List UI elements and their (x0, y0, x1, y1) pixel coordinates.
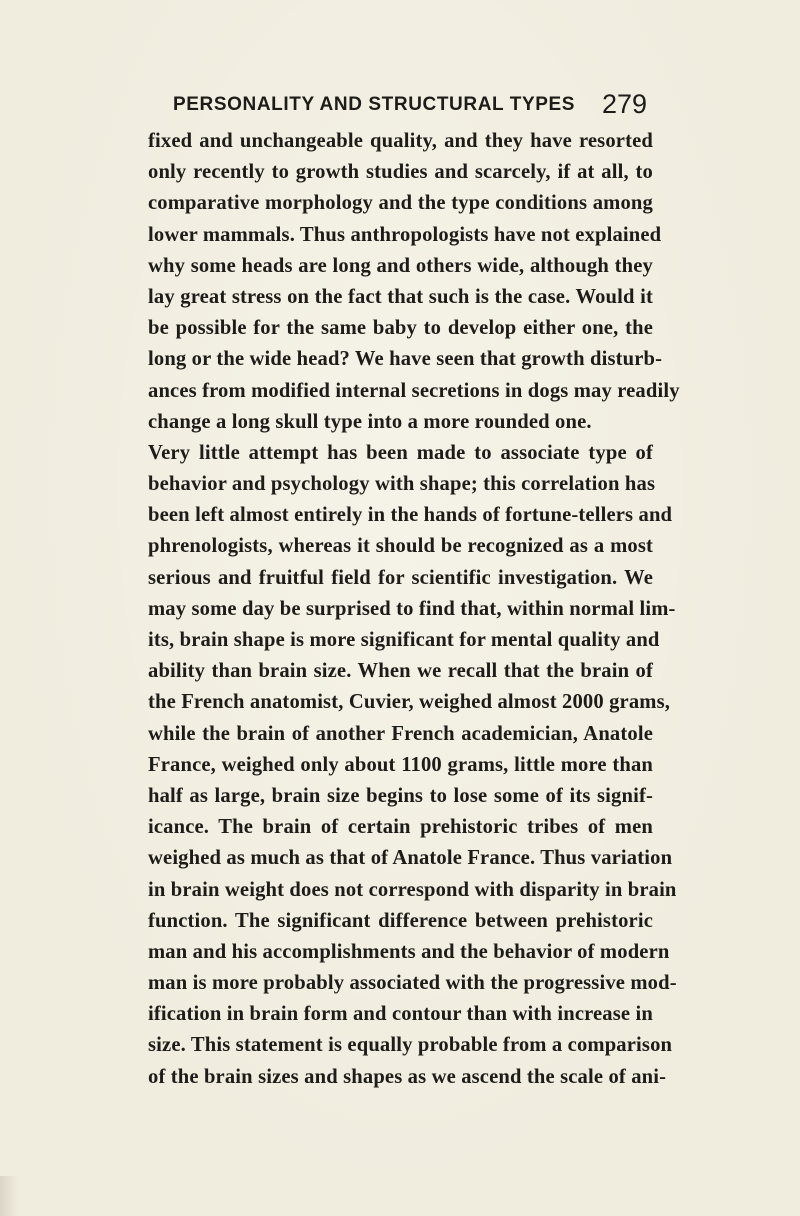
text-line: lay great stress on the fact that such is the case. Would it (148, 285, 653, 308)
text-line: icance. The brain of certain prehistoric tribes of men (148, 816, 653, 839)
text-line: while the brain of another French academician, Anatole (148, 722, 653, 745)
text-line: behavior and psychology with shape; this correlation has (148, 473, 656, 496)
running-head (173, 89, 647, 121)
page-number: 279 (601, 89, 647, 119)
text-line: may some day be surprised to find that, within normal lim- (148, 597, 676, 620)
text-line: only recently to growth studies and scarcely, if at all, to (148, 161, 653, 184)
text-line: weighed as much as that of Anatole France. Thus variation (148, 847, 673, 870)
text-line: the French anatomist, Cuvier, weighed almost 2000 grams, (148, 691, 671, 714)
running-title: PERSONALITY AND STRUCTURAL TYPES (173, 94, 576, 115)
page-edge-shadow (0, 1176, 18, 1216)
text-line: ification in brain form and contour than with increase in (148, 1003, 653, 1026)
text-line: France, weighed only about 1100 grams, little more than (148, 753, 653, 776)
text-line: man is more probably associated with the progressive mod- (148, 972, 677, 995)
text-line: phrenologists, whereas it should be recognized as a most (148, 535, 653, 558)
text-line: function. The significant difference between prehistoric (148, 909, 653, 932)
text-line: why some heads are long and others wide, although they (148, 254, 653, 277)
text-line: size. This statement is equally probable from a comparison (148, 1034, 673, 1057)
text-line: comparative morphology and the type conditions among (148, 192, 653, 215)
text-line: be possible for the same baby to develop either one, the (148, 317, 653, 340)
text-line: its, brain shape is more significant for mental quality and (148, 629, 660, 651)
text-line: of the brain sizes and shapes as we ascend the scale of ani- (148, 1065, 667, 1088)
paragraph-start-line: Very little attempt has been made to associate type of (148, 441, 653, 464)
text-line: serious and fruitful field for scientific investigation. We (148, 566, 653, 589)
body-text (148, 126, 680, 1093)
text-line: lower mammals. Thus anthropologists have not explained (148, 223, 662, 246)
text-line: been left almost entirely in the hands of fortune-tellers and (148, 504, 673, 527)
text-line: ances from modified internal secretions in dogs may readily (148, 379, 680, 402)
text-line: in brain weight does not correspond with disparity in brain (148, 878, 677, 901)
text-line: half as large, brain size begins to lose some of its signif- (148, 784, 653, 807)
text-line: long or the wide head? We have seen that growth disturb- (148, 348, 663, 371)
text-line: fixed and unchangeable quality, and they have resorted (148, 130, 653, 152)
text-line: ability than brain size. When we recall that the brain of (148, 660, 653, 683)
paragraph-end-line: change a long skull type into a more rounded one. (148, 410, 592, 433)
text-line: man and his accomplishments and the behavior of modern (148, 940, 670, 963)
